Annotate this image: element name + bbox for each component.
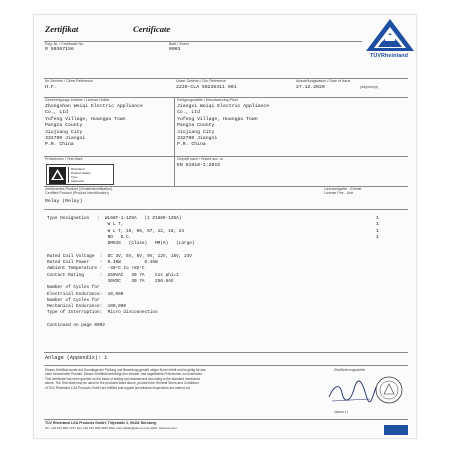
plant-label: Fertigungsstätte / Manufacturing Plant [177,98,238,102]
brand-text: TÜVRheinland [369,53,409,59]
plant-line: P.R. China [177,142,206,148]
stamp-caption [68,167,91,183]
date-value: 27.12.2020 [296,85,325,90]
note-line: oben bezeichnete Produkt. Dieses Zertifikat berechtigt den Inhaber, das abgebildete Prüfzeichen zu verwenden. [45,372,203,377]
footer-contact: Tel. +49 221 806-1371 Fax +49 221 806-3935 Mail: cert-validity@de.tuv.com Web: www.tuv.com [45,426,177,430]
title-de: Zertifikat [45,24,79,34]
plant-line: Yufeng Village, Huangpu Town [177,116,258,122]
reg-value: R 50367156 [45,47,74,52]
note-line: This certificate has been granted on the basis of testing and assessment according to the standard mentioned [45,376,200,381]
sheet-value: 0001 [169,47,181,52]
tuv-stamp-icon [49,167,66,184]
plant-line: Co., Ltd [177,110,201,116]
holder-line: Jiujiang City [45,129,83,135]
our-ref-value: 2220-CLA 50236411 001 [176,85,237,90]
standard-label: Geprüft nach / Tested acc. to [177,157,223,161]
product-label-de: Zertifiziertes Produkt (Geräteidentifikation) [45,187,113,191]
product-name: Relay (Relay) [45,199,83,204]
note-line: above. The Test Mark may be used for the products listed above, provided the General Terms and Conditions [45,381,199,386]
stamp-caption-line: Type [71,175,78,179]
sheet-label: Blatt / Sheet [169,42,189,46]
note-line: Dieses Zertifikat wurde auf Grundlage der Prüfung und Bewertung gemäß obiger Norm erteilt und ist gültig für das [45,368,206,372]
plant-line: Pangza County [177,123,215,129]
fee-value: 1 [376,228,379,234]
test-mark-stamp [46,164,114,185]
client-ref-label: Ihr Zeichen / Client Reference [45,79,93,83]
holder-line: Co., Ltd [45,110,69,116]
tuv-seal-icon [374,375,404,405]
date-label: Ausstellungsdatum / Date of Issue [296,79,351,83]
plant-line: Jiangxi Weiqi Electric Appliance [177,104,270,109]
plant-block [177,104,269,149]
legal-notes [45,368,300,390]
footer-brand-bar [384,425,408,435]
holder-label: Genehmigungs-Inhaber / License Holder [45,98,110,102]
holder-line: 332700 Jiangxi [45,136,86,142]
holder-line: P.R. China [45,142,74,148]
fee-value: 1 [376,222,379,228]
our-ref-label: Unser Zeichen / Our Reference [176,79,226,83]
standard-value: EN 61810-1:2015 [177,163,221,168]
test-mark-label: Prüfzeichen / Test Mark [45,157,83,161]
client-ref-value: H.F. [45,85,57,90]
stamp-caption-line: Approved [71,179,84,183]
reg-label: Reg.-Nr. / Certificate No. [45,42,85,46]
stamp-caption-line: Product Safety [71,171,91,175]
stamp-caption-line: Rheinland [71,167,85,171]
footer-address: TÜV Rheinland LGA Products GmbH, Tillystraße 2, 90431 Nürnberg [45,421,157,425]
title-en: Certificate [133,24,171,34]
holder-block [45,104,143,149]
holder-line: Yufeng Village, Huangpu Town [45,116,126,122]
fee-value: 1 [376,216,379,221]
fee-label-en: License Fee - Unit [324,191,354,195]
fee-values [376,216,379,241]
fee-value: 1 [376,234,379,240]
signature-scribble-icon [326,377,378,407]
holder-line: Zhongshan Weiqi Electric Appliance [45,104,143,109]
holder-line: Pangza County [45,123,83,129]
certificate-page [33,14,417,439]
plant-line: 332700 Jiangxi [177,136,218,142]
date-sub: (day/mo/yr) [360,85,379,89]
appendix-text: Anlage (Appendix): 1 [45,355,108,361]
tuv-logo [364,18,416,62]
plant-line: Jiujiang City [177,129,215,135]
signer-name: Jiaruo Li [334,410,348,414]
signature-label: Zertifizierungsstelle [334,368,365,372]
spec-text: Type Designation : WL68F-1-1Z8A (1 Z1689-1Z8A) W L T, W L T, 15, 06, 07, 12, 18, 24 NO D.C. DMO4S (Close) MM(H) (Large) Rated Coil Voltage : DC 3V, 5V, 6V, 9V, 12V, 18V, 24V Rated Coil Power : 0.36W 0.45W Ambient Temperature : -40°C to +85°C Contact Rating : 250VAC 30 7A Cos phi=1 30VDC 30 7A 250.6Ah Number of Cycles for Electrical Endurance: 10,000 Number of Cycles for Mechanical Endurance: 100,000 Type of Interruption: Micro disconnection Continued on page 0002 [47,216,195,329]
note-line: of TÜV Rheinland LGA Products GmbH are fulfilled and regular surveillance inspections are carried out. [45,385,191,390]
signature [326,377,378,407]
fee-label: Lizenzentgelte - Einheit [324,187,362,191]
product-label-en: Certified Product (Product Identification) [45,191,109,195]
